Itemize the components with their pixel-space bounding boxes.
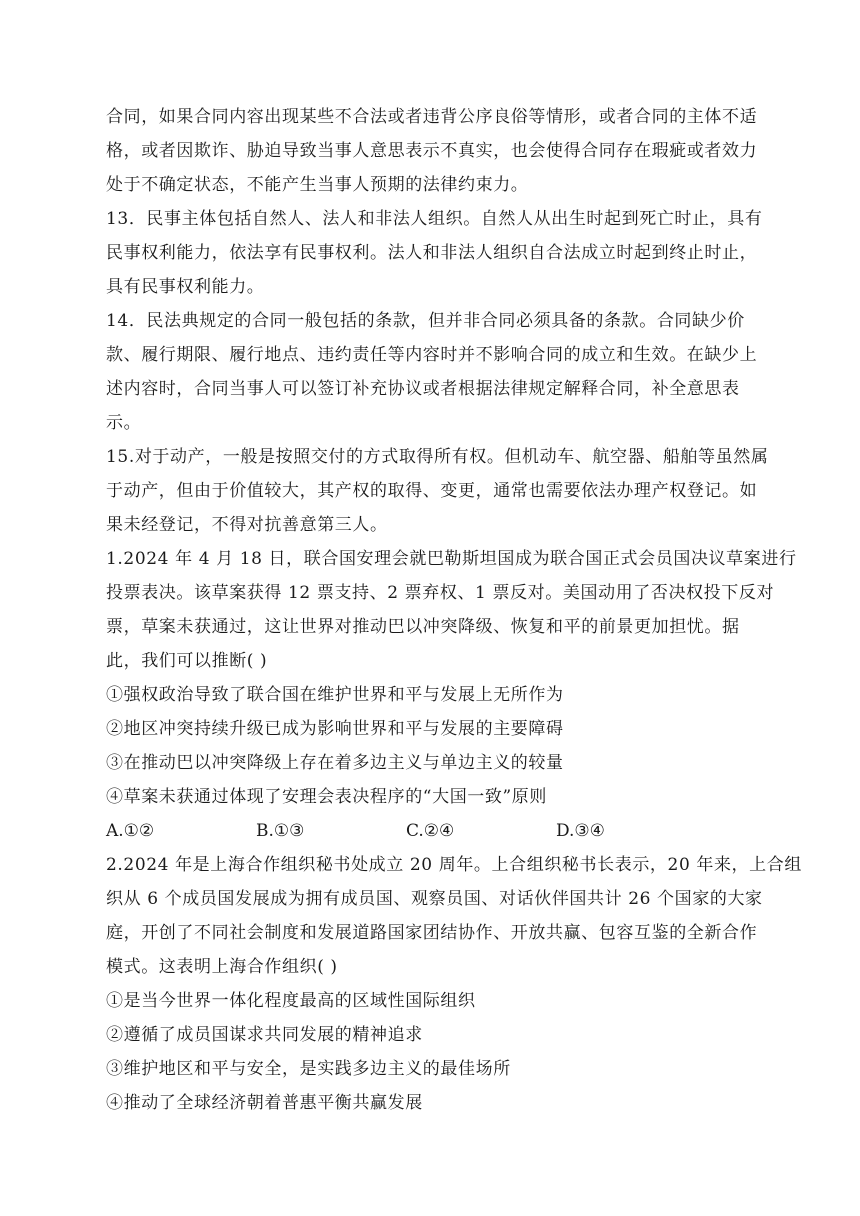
text-line: 果未经登记，不得对抗善意第三人。 <box>106 515 388 535</box>
option-c: C.②④ <box>406 821 455 841</box>
paragraph-continued <box>106 100 770 202</box>
question-stem-line: 模式。这表明上海合作组织( ) <box>106 957 338 977</box>
text-line: 民事权利能力，依法享有民事权利。法人和非法人组织自合法成立时起到终止时止， <box>106 243 758 263</box>
statement-3: ③在推动巴以冲突降级上存在着多边主义与单边主义的较量 <box>106 753 564 773</box>
question-stem-line: 投票表决。该草案获得 12 票支持、2 票弃权、1 票反对。美国动用了否决权投下反对 <box>106 583 775 603</box>
text-line: 示。 <box>106 413 142 433</box>
statement-2: ②遵循了成员国谋求共同发展的精神追求 <box>106 1025 423 1045</box>
question-1 <box>106 542 797 848</box>
text-line: 14．民法典规定的合同一般包括的条款，但并非合同必须具备的条款。合同缺少价 <box>106 311 745 331</box>
option-a: A.①② <box>106 821 155 841</box>
text-line: 格，或者因欺诈、胁迫导致当事人意思表示不真实，也会使得合同存在瑕疵或者效力 <box>106 141 758 161</box>
statement-4: ④推动了全球经济朝着普惠平衡共赢发展 <box>106 1093 423 1113</box>
item-13 <box>106 202 770 304</box>
statement-4: ④草案未获通过体现了安理会表决程序的“大国一致”原则 <box>106 787 547 807</box>
text-line: 述内容时，合同当事人可以签订补充协议或者根据法律规定解释合同，补全意思表 <box>106 379 740 399</box>
option-b: B.①③ <box>256 821 305 841</box>
text-line: 于动产，但由于价值较大，其产权的取得、变更，通常也需要依法办理产权登记。如 <box>106 481 758 501</box>
option-d: D.③④ <box>556 821 605 841</box>
text-line: 合同，如果合同内容出现某些不合法或者违背公序良俗等情形，或者合同的主体不适 <box>106 107 758 127</box>
text-line: 15.对于动产，一般是按照交付的方式取得所有权。但机动车、航空器、船舶等虽然属 <box>106 447 769 467</box>
question-stem-line: 1.2024 年 4 月 18 日，联合国安理会就巴勒斯坦国成为联合国正式会员国决议草案进行 <box>106 549 797 569</box>
text-line: 13．民事主体包括自然人、法人和非法人组织。自然人从出生时起到死亡时止，具有 <box>106 209 763 229</box>
item-14 <box>106 304 770 440</box>
question-stem-line: 票，草案未获通过，这让世界对推动巴以冲突降级、恢复和平的前景更加担忧。据 <box>106 617 740 637</box>
answer-options <box>106 814 770 848</box>
question-stem-line: 织从 6 个成员国发展成为拥有成员国、观察员国、对话伙伴国共计 26 个国家的大家 <box>106 889 763 909</box>
text-line: 具有民事权利能力。 <box>106 277 265 297</box>
statement-1: ①是当今世界一体化程度最高的区域性国际组织 <box>106 991 476 1011</box>
question-stem-line: 庭，开创了不同社会制度和发展道路国家团结协作、开放共赢、包容互鉴的全新合作 <box>106 923 758 943</box>
statement-3: ③维护地区和平与安全，是实践多边主义的最佳场所 <box>106 1059 511 1079</box>
question-stem-line: 此，我们可以推断( ) <box>106 651 268 671</box>
statement-2: ②地区冲突持续升级已成为影响世界和平与发展的主要障碍 <box>106 719 564 739</box>
item-15 <box>106 440 770 542</box>
question-stem-line: 2.2024 年是上海合作组织秘书处成立 20 周年。上合组织秘书长表示，20 年来，上合组 <box>106 855 802 875</box>
text-line: 处于不确定状态，不能产生当事人预期的法律约束力。 <box>106 175 529 195</box>
text-line: 款、履行期限、履行地点、违约责任等内容时并不影响合同的成立和生效。在缺少上 <box>106 345 758 365</box>
statement-1: ①强权政治导致了联合国在维护世界和平与发展上无所作为 <box>106 685 564 705</box>
question-2 <box>106 848 802 1120</box>
